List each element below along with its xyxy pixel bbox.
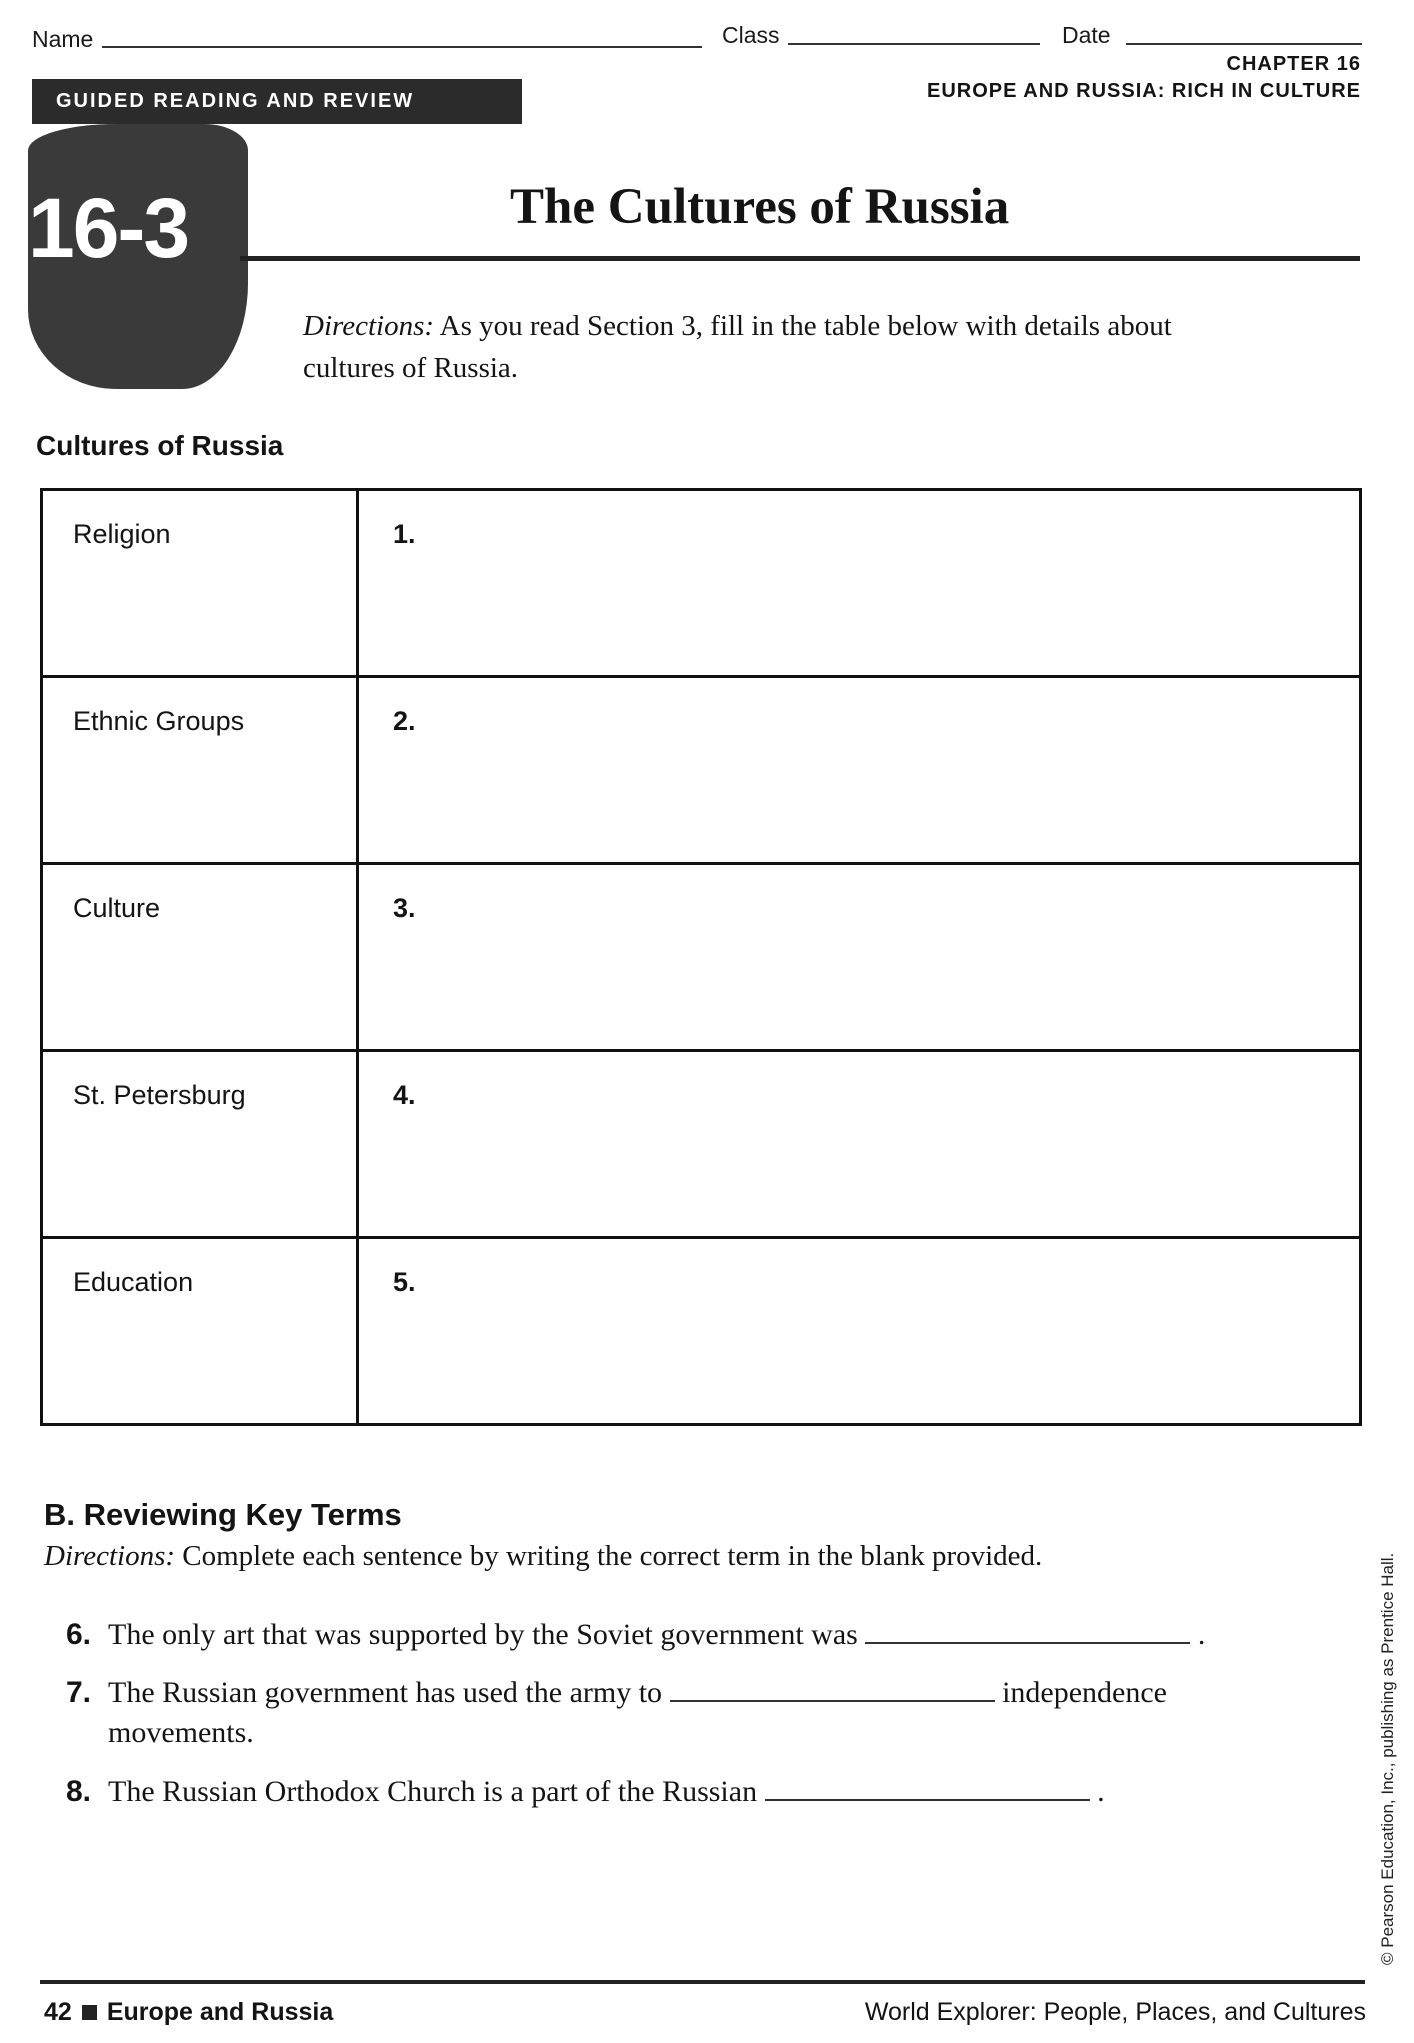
topic-cell: Religion (42, 490, 358, 677)
directions (303, 305, 1203, 389)
table-row (42, 1238, 1361, 1425)
section-b-heading: B. Reviewing Key Terms (44, 1497, 402, 1532)
answer-cell[interactable]: 1. (358, 490, 1361, 677)
question-7 (66, 1676, 1316, 1710)
question-text: The Russian government has used the army to (108, 1676, 663, 1709)
directions-label: Directions: (303, 310, 435, 342)
answer-cell[interactable]: 2. (358, 677, 1361, 864)
table-row (42, 490, 1361, 677)
cultures-table (40, 488, 1362, 1426)
table-row (42, 864, 1361, 1051)
topic-cell: Education (42, 1238, 358, 1425)
class-field[interactable] (788, 43, 1040, 45)
chapter-number: CHAPTER 16 (1226, 53, 1361, 75)
guided-reading-banner: GUIDED READING AND REVIEW (32, 79, 522, 124)
footer-left (44, 1998, 333, 2027)
footer-divider (40, 1980, 1365, 1984)
table-heading: Cultures of Russia (36, 430, 284, 461)
question-number: 8. (66, 1775, 92, 1808)
answer-blank[interactable] (865, 1618, 1190, 1644)
directions-text: Complete each sentence by writing the correct term in the blank provided. (175, 1540, 1043, 1572)
question-text: The only art that was supported by the Soviet government was (108, 1618, 858, 1651)
answer-cell[interactable]: 4. (358, 1051, 1361, 1238)
question-end: independence (1002, 1676, 1167, 1709)
name-label: Name (32, 26, 94, 52)
page-title: The Cultures of Russia (510, 179, 1010, 235)
series-title: World Explorer: People, Places, and Cultures (864, 1998, 1366, 2026)
chapter-title: EUROPE AND RUSSIA: RICH IN CULTURE (926, 80, 1361, 102)
date-label: Date (1062, 22, 1111, 48)
table-row (42, 677, 1361, 864)
book-section: Europe and Russia (106, 1998, 334, 2026)
answer-cell[interactable]: 5. (358, 1238, 1361, 1425)
copyright-notice: © Pearson Education, Inc., publishing as Prentice Hall. (1378, 1552, 1397, 1965)
section-number: 16-3 (28, 181, 189, 275)
directions-label: Directions: (44, 1540, 176, 1572)
class-label: Class (722, 22, 780, 48)
question-number: 6. (66, 1618, 92, 1651)
question-end: . (1197, 1618, 1206, 1651)
topic-cell: St. Petersburg (42, 1051, 358, 1238)
title-divider (240, 256, 1360, 261)
date-field[interactable] (1126, 43, 1362, 45)
page-number: 42 (44, 1998, 72, 2026)
directions-text: As you read Section 3, fill in the table below with details about cultures of Russia. (303, 310, 1172, 384)
question-8 (66, 1775, 1316, 1809)
question-6 (66, 1618, 1316, 1652)
section-b-directions (44, 1540, 1042, 1573)
answer-blank[interactable] (670, 1676, 995, 1702)
table-row (42, 1051, 1361, 1238)
question-end: . (1097, 1775, 1105, 1808)
question-text: The Russian Orthodox Church is a part of the Russian (108, 1775, 758, 1808)
answer-blank[interactable] (765, 1775, 1090, 1801)
square-bullet-icon (82, 2005, 97, 2020)
topic-cell: Ethnic Groups (42, 677, 358, 864)
topic-cell: Culture (42, 864, 358, 1051)
question-number: 7. (66, 1676, 92, 1709)
question-7-continuation: movements. (108, 1716, 254, 1749)
answer-cell[interactable]: 3. (358, 864, 1361, 1051)
name-field[interactable] (102, 46, 702, 48)
